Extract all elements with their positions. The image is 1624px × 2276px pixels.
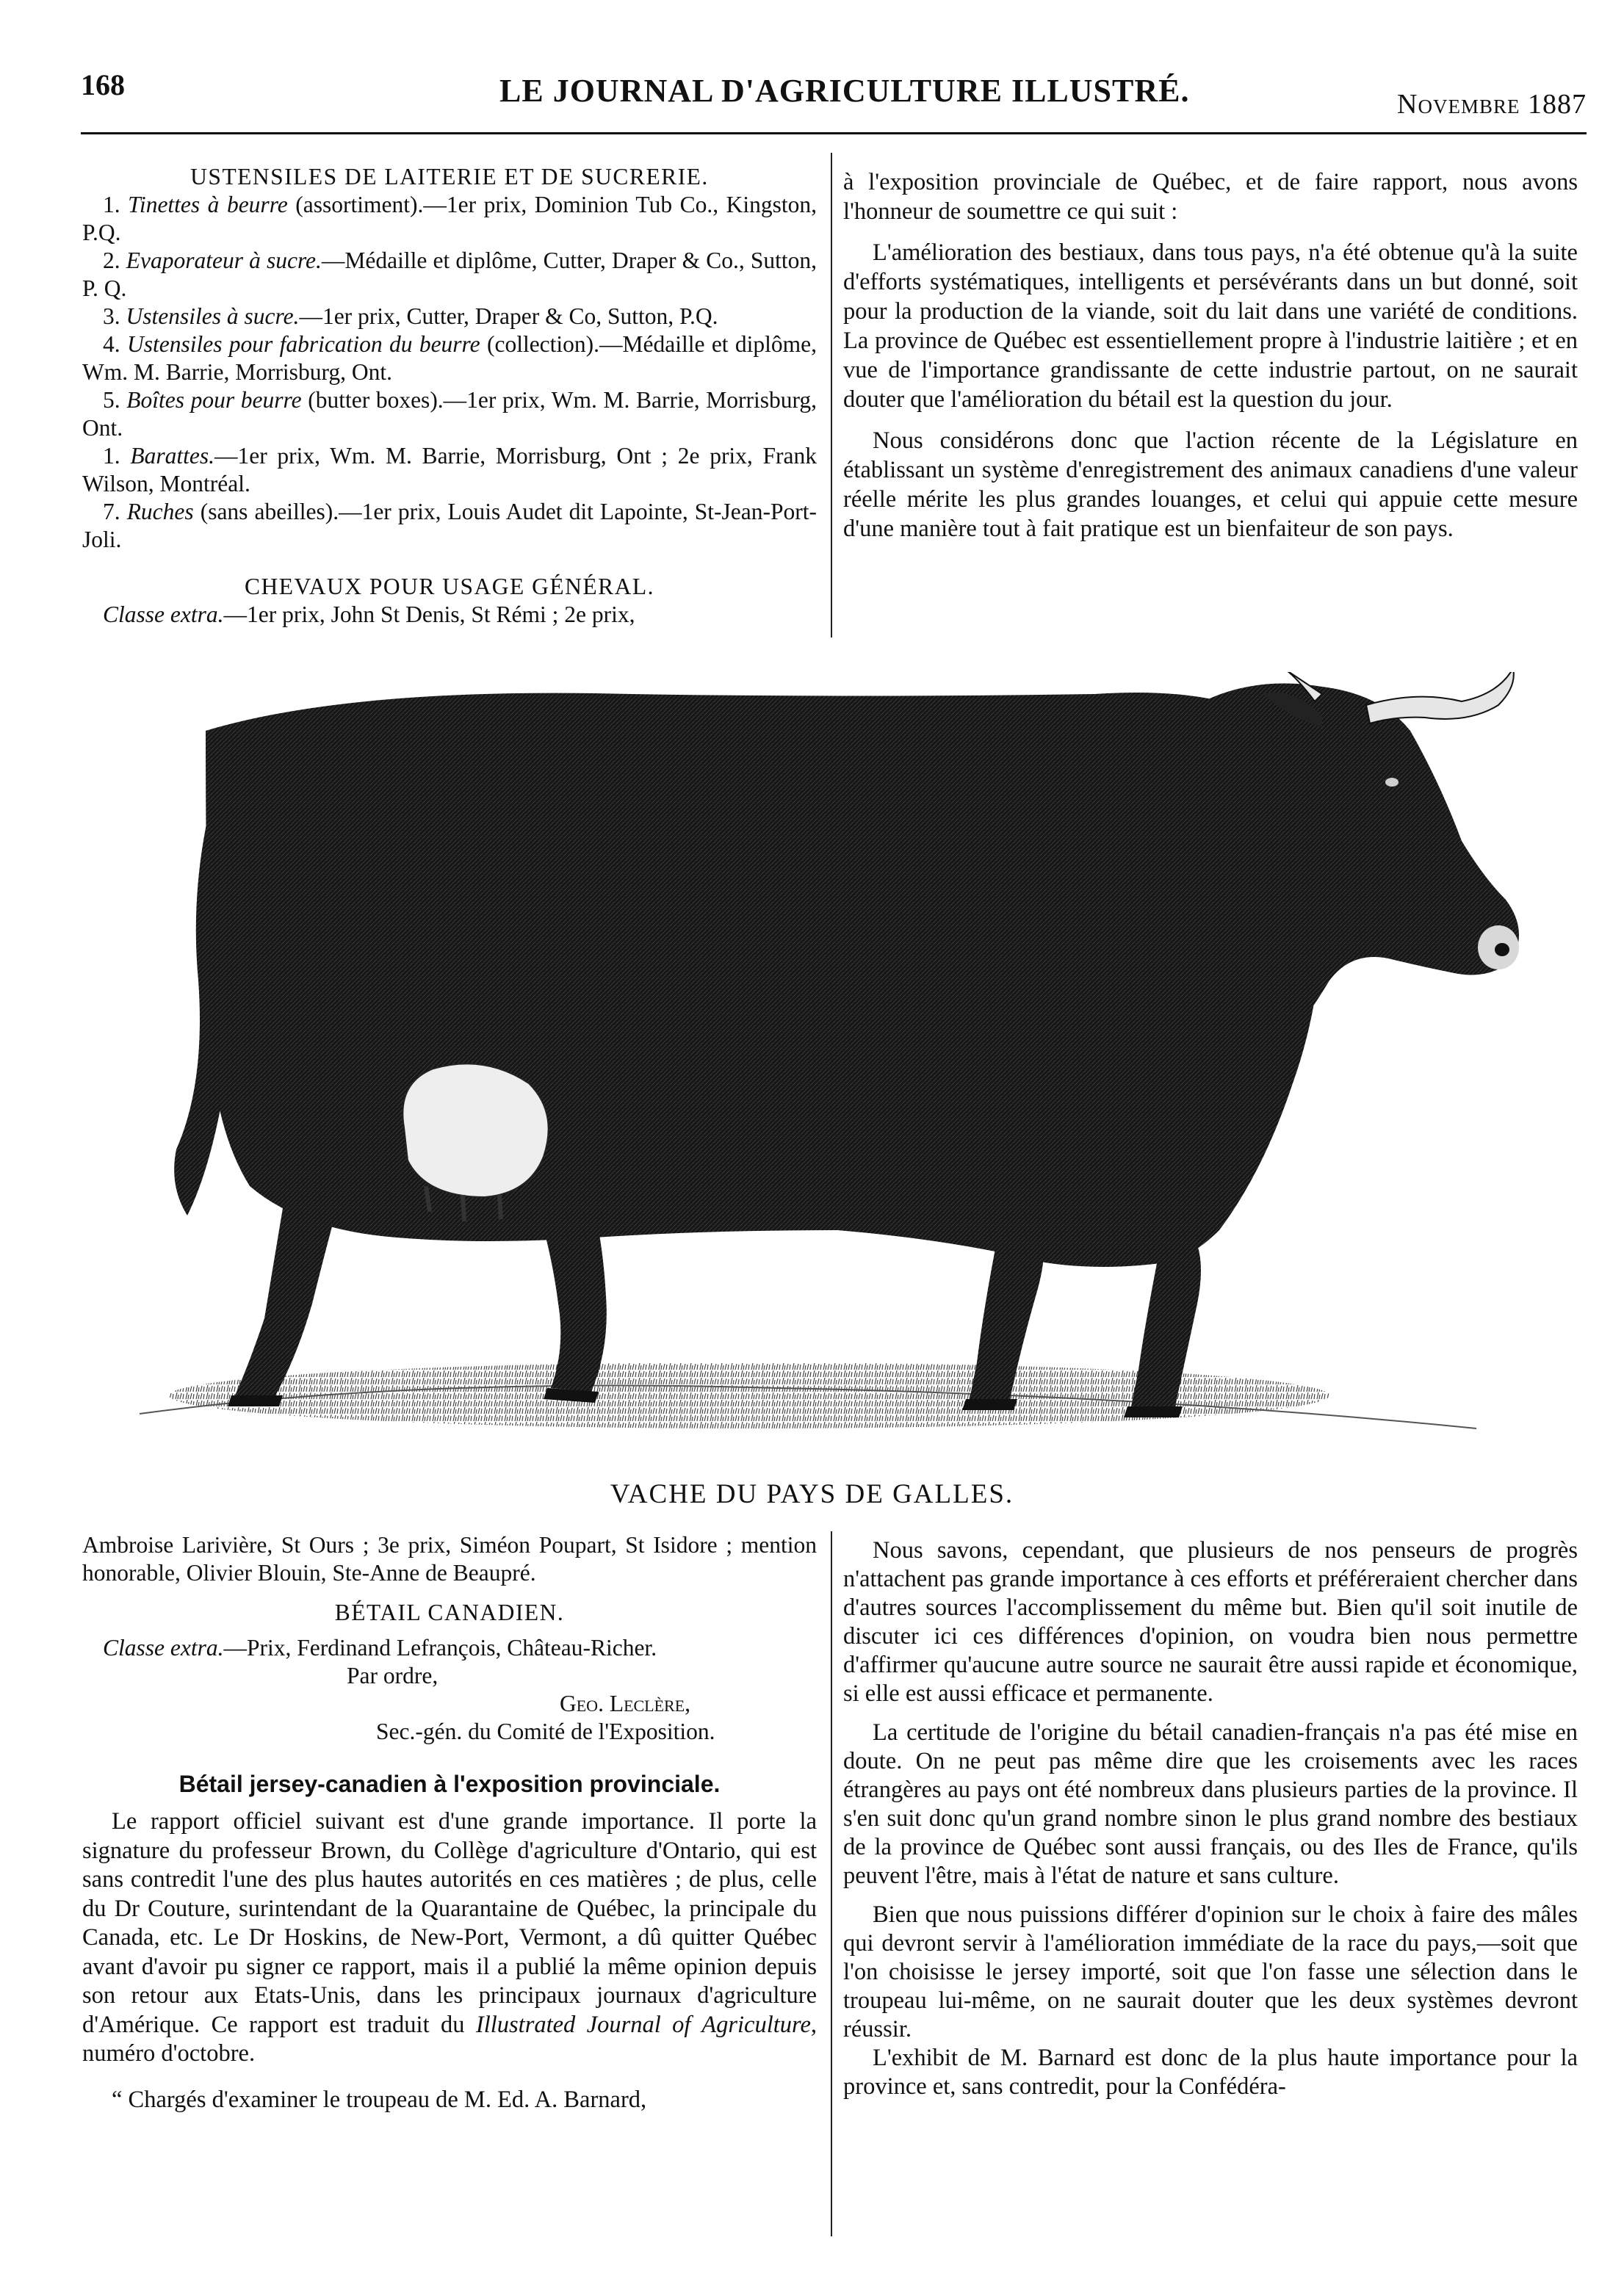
left-bottom-column <box>82 1531 817 2114</box>
article-paragraph: Le rapport officiel suivant est d'une grande importance. Il porte la signature du professeur Brown, du Collège d'agriculture d'Ontario, qui est sans contredit l'une des plus hautes autorités en ces matières ; de plus, celle du Dr Couture, surintendant de la Quarantaine de Québec, la principale du Canada, etc. Le Dr Hoskins, de New-Port, Vermont, a dû quitter Québec avant d'avoir pu signer ce rapport, mais il a publié la même opinion depuis son retour aux Etats-Unis, dans les principaux journaux d'agriculture d'Amérique. Ce rapport est traduit du Illustrated Journal of Agriculture, numéro d'octobre. <box>82 1808 818 2067</box>
betail-classe-extra: Classe extra.—Prix, Ferdinand Lefrançois, Château-Richer. <box>103 1635 657 1661</box>
section-heading-dairy: USTENSILES DE LAITERIE ET DE SUCRERIE. <box>190 164 709 189</box>
dairy-entries-list <box>82 191 817 554</box>
column-divider-top <box>831 153 832 637</box>
article-title: Bétail jersey-canadien à l'exposition provinciale. <box>178 1771 721 1797</box>
prize-entry: 7. Ruches (sans abeilles).—1er prix, Louis Audet dit Lapointe, St-Jean-Port-Joli. <box>82 499 818 552</box>
paragraph: L'amélioration des bestiaux, dans tous pays, n'a été obtenue qu'à la suite d'efforts systématiques, intelligents et persévérants dans un but donné, soit pour la production de la viande, soit du lait dans une variété de conditions. La province de Québec est essentiellement propre à l'industrie laitière ; et en vue de l'importance grandissante de cette industrie partout, on ne saurait douter que l'amélioration du bétail est la question du jour. <box>843 239 1578 413</box>
cow-engraving <box>118 672 1542 1476</box>
section-heading-betail: BÉTAIL CANADIEN. <box>334 1600 565 1625</box>
paragraph: Bien que nous puissions différer d'opinion sur le choix à faire des mâles qui devront servir à l'amélioration immédiate de la race du pays,—soit que l'on choisisse le jersey importé, soit que l'on fasse une sélection dans le troupeau lui-même, on ne saurait douter que les deux systèmes devront réussir. <box>843 1901 1578 2042</box>
article-paragraph: “ Chargés d'examiner le troupeau de M. Ed. A. Barnard, <box>112 2086 647 2113</box>
paragraph: Nous considérons donc que l'action récente de la Législature en établissant un système d'enregistrement des animaux canadiens d'une valeur réelle mérite les plus grandes louanges, et celui qui appuie cette mesure d'une manière tout à fait pratique est un bienfaiteur de son pays. <box>843 427 1578 542</box>
paragraph: Nous savons, cependant, que plusieurs de nos penseurs de progrès n'attachent pas grande importance à ces efforts et préféreraient chercher dans d'autres sources l'accomplissement du même but. Bien qu'il soit inutile de discuter ici ces différences d'opinion, on voudra bien nous permettre d'affirmer qu'aucune autre source ne saurait être aussi rapide et économique, si elle est aussi efficace et permanente. <box>843 1537 1578 1707</box>
section-heading-horses: CHEVAUX POUR USAGE GÉNÉRAL. <box>245 574 654 599</box>
prize-entry: 2. Evaporateur à sucre.—Médaille et diplôme, Cutter, Draper & Co., Sutton, P. Q. <box>82 248 817 301</box>
par-ordre: Par ordre, <box>347 1663 439 1688</box>
horses-classe-extra: Classe extra.—1er prix, John St Denis, St Rémi ; 2e prix, <box>103 601 635 627</box>
prize-entry: 1. Tinettes à beurre (assortiment).—1er prix, Dominion Tub Co., Kingston, P.Q. <box>82 192 818 245</box>
illustration-caption: VACHE DU PAYS DE GALLES. <box>610 1479 1014 1509</box>
signature-name: Geo. Leclère, <box>560 1691 691 1716</box>
cow-illustration-svg <box>118 672 1542 1476</box>
paragraph: Ambroise Larivière, St Ours ; 3e prix, Siméon Poupart, St Isidore ; mention honorable, Olivier Blouin, Ste-Anne de Beaupré. <box>82 1532 817 1586</box>
paragraph: à l'exposition provinciale de Québec, et de faire rapport, nous avons l'honneur de soumettre ce qui suit : <box>843 169 1578 225</box>
left-top-column <box>82 163 817 629</box>
signature-role: Sec.-gén. du Comité de l'Exposition. <box>376 1719 715 1744</box>
journal-title: LE JOURNAL D'AGRICULTURE ILLUSTRÉ. <box>499 73 1190 109</box>
prize-entry: 3. Ustensiles à sucre.—1er prix, Cutter, Draper & Co, Sutton, P.Q. <box>103 303 718 329</box>
prize-entry: 5. Boîtes pour beurre (butter boxes).—1er prix, Wm. M. Barrie, Morrisburg, Ont. <box>82 387 817 441</box>
prize-entry: 4. Ustensiles pour fabrication du beurre (collection).—Médaille et diplôme, Wm. M. Barrie, Morrisburg, Ont. <box>82 331 818 385</box>
paragraph: La certitude de l'origine du bétail canadien-français n'a pas été mise en doute. On ne peut pas même dire que les croisements avec les races étrangères au pays ont été nombreux dans plusieurs parties de la province. Il s'en suit donc qu'un grand nombre sinon le plus grand nombre des bestiaux de la province de Québec sont aussi français, ou des Iles de France, qu'ils peuvent l'être, mais à l'état de nature et sans culture. <box>843 1719 1578 1889</box>
column-divider-bottom <box>831 1531 832 2236</box>
right-top-column <box>843 167 1578 543</box>
prize-entry: 1. Barattes.—1er prix, Wm. M. Barrie, Morrisburg, Ont ; 2e prix, Frank Wilson, Montréal. <box>82 443 818 496</box>
paragraph: L'exhibit de M. Barnard est donc de la plus haute importance pour la province et, sans contredit, pour la Confédéra- <box>843 2045 1578 2100</box>
page-number: 168 <box>81 68 125 101</box>
header-rule <box>81 132 1587 134</box>
page-header <box>81 68 1587 119</box>
issue-date: Novembre 1887 <box>1397 89 1587 120</box>
right-bottom-column <box>843 1536 1578 2101</box>
